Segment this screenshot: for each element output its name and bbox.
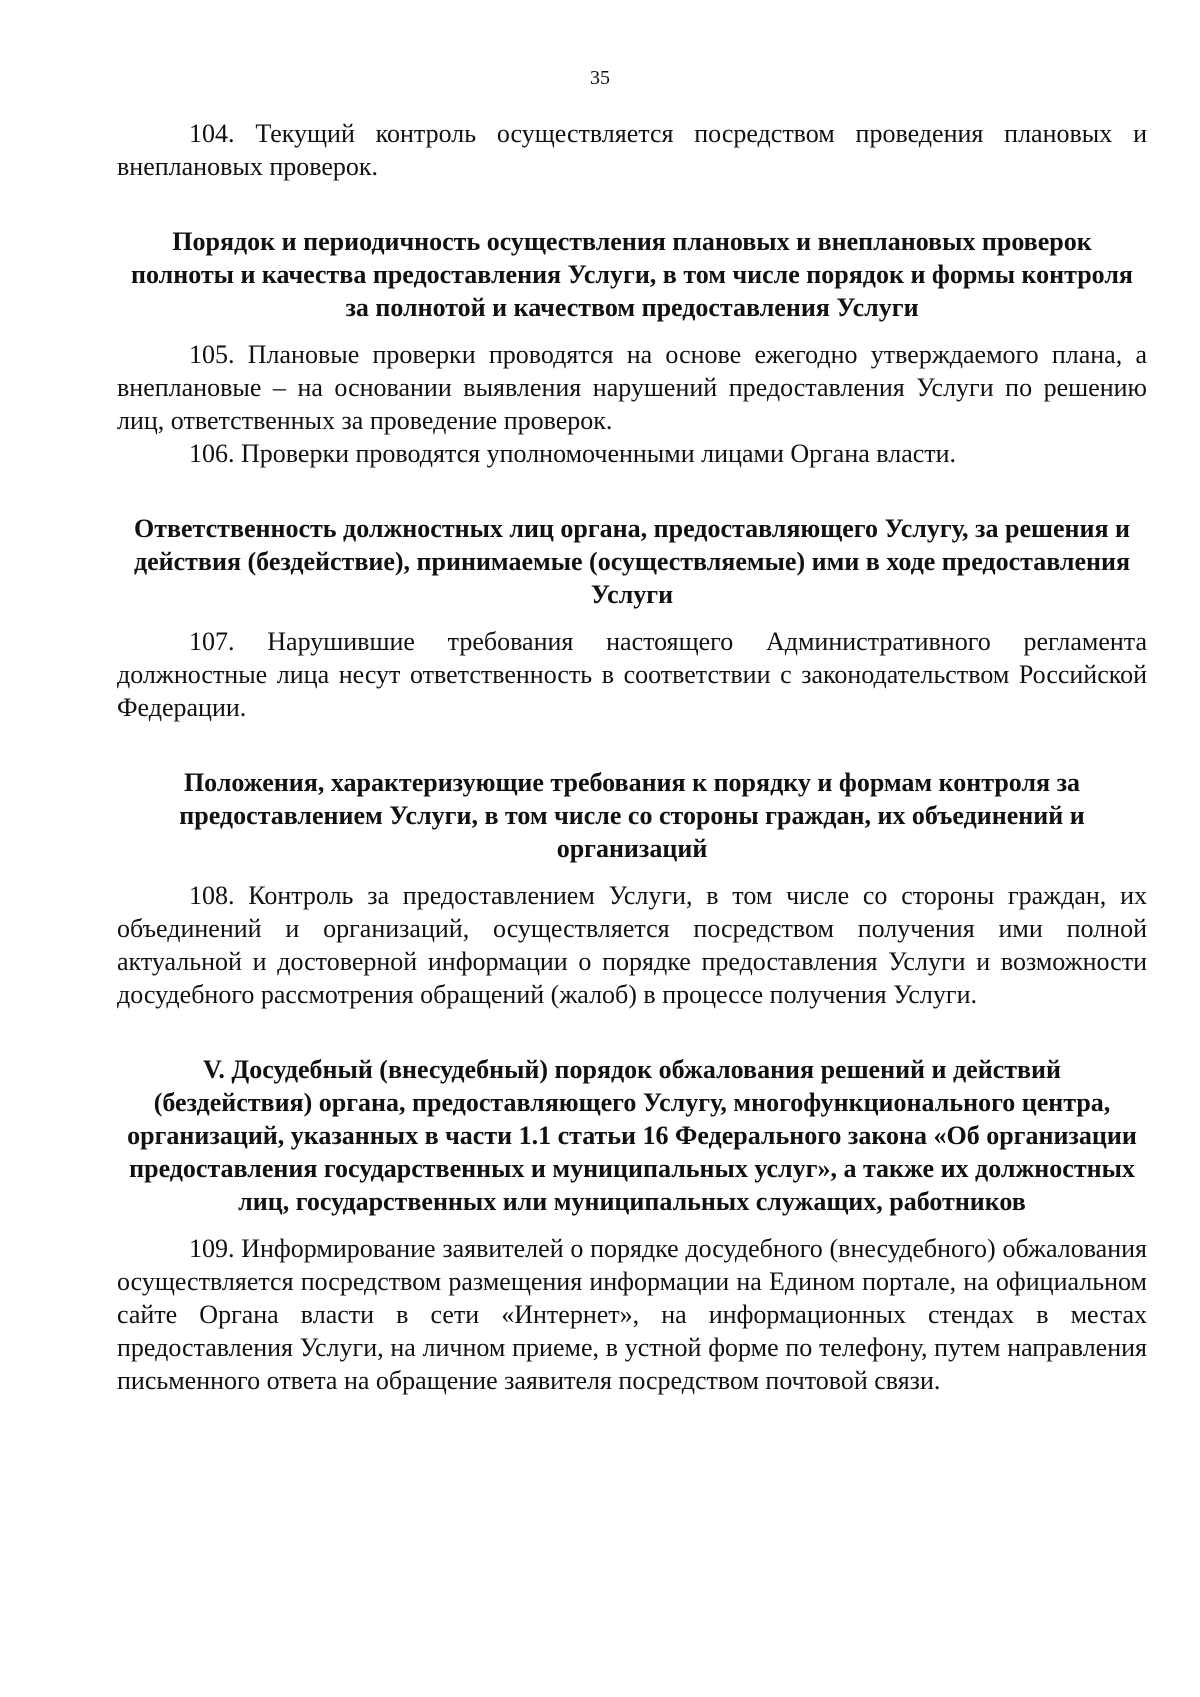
section-heading-inspections: Порядок и периодичность осуществления плановых и внеплановых проверок полноты и качества предоставления Услуги, в том числе порядок и формы контроля за полнотой и качеством предоставления Услуги (131, 227, 1133, 322)
paragraph-108: 108. Контроль за предоставлением Услуги, в том числе со стороны граждан, их объединений и организаций, осуществляется посредством получения ими полной актуальной и достоверной информации о порядке предоставления Услуги и возможности досудебного рассмотрения обращений (жалоб) в процессе получения Услуги. (117, 881, 1147, 1009)
paragraph-104: 104. Текущий контроль осуществляется посредством проведения плановых и внеплановых проверок. (117, 119, 1147, 181)
section-heading-pretrial-appeal: V. Досудебный (внесудебный) порядок обжалования решений и действий (бездействия) органа, предоставляющего Услугу, многофункционального центра, организаций, указанных в части 1.1 статьи 16 Федерального закона «Об организации предоставления государственных и муниципальных услуг», а также их должностных лиц, государственных или муниципальных служащих, работников (127, 1055, 1137, 1216)
document-body (117, 117, 1147, 1397)
page-number: 35 (590, 67, 610, 89)
paragraph-105: 105. Плановые проверки проводятся на основе ежегодно утверждаемого плана, а внеплановые – на основании выявления нарушений предоставления Услуги по решению лиц, ответственных за проведение проверок. (117, 340, 1147, 435)
paragraph-107: 107. Нарушившие требования настоящего Административного регламента должностные лица несут ответственность в соответствии с законодательством Российской Федерации. (117, 627, 1147, 722)
paragraph-109: 109. Информирование заявителей о порядке досудебного (внесудебного) обжалования осуществляется посредством размещения информации на Едином портале, на официальном сайте Органа власти в сети «Интернет», на информационных стендах в местах предоставления Услуги, на личном приеме, в устной форме по телефону, путем направления письменного ответа на обращение заявителя посредством почтовой связи. (117, 1234, 1147, 1395)
paragraph-106: 106. Проверки проводятся уполномоченными лицами Органа власти. (189, 439, 957, 468)
section-heading-responsibility: Ответственность должностных лиц органа, предоставляющего Услугу, за решения и действия (бездействие), принимаемые (осуществляемые) ими в ходе предоставления Услуги (133, 514, 1131, 609)
section-heading-control-provisions: Положения, характеризующие требования к порядку и формам контроля за предоставлением Услуги, в том числе со стороны граждан, их объединений и организаций (179, 768, 1085, 863)
